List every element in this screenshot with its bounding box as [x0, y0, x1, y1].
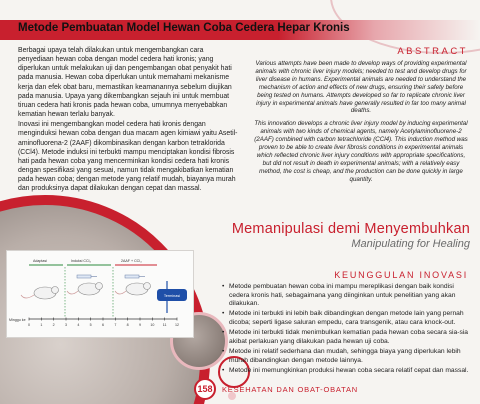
advantages-list: [222, 283, 472, 377]
section-subtitle: Manipulating for Healing: [351, 238, 470, 250]
phase-label-2aaf: 2AAF + CCl₄: [121, 259, 142, 263]
advantages-heading: KEUNGGULAN INOVASI: [334, 270, 468, 280]
body-paragraph: Inovasi ini mengembangkan model cedera hati kronis dengan menginduksi hewan coba dengan dua macam agen kimiawi yaitu Asetil-aminofluorena-2 (2AAF) dikombinasikan dengan karbon tetraklorida (CCl4). Metode induksi ini terbukti mampu menciptakan kondisi fibrosis hati pada hewan coba yang mencerminkan kondisi cedera hati kronis dengan spesifikasi yang sesuai, namun tidak mengakibatkan kematian pada hewan coba; dengan metode yang relatif mudah, biayanya murah dan produksinya dapat dilakukan dengan cepat dan massal.: [18, 121, 238, 193]
induction-timeline-diagram: [6, 250, 194, 338]
axis-label: Minggu ke: [9, 318, 26, 322]
footer-category: KESEHATAN DAN OBAT-OBATAN: [222, 385, 358, 394]
axis-tick-label: 1: [40, 323, 43, 327]
axis-tick-label: 9: [139, 323, 141, 327]
abstract-text: [252, 60, 470, 189]
phase-label-ccl4: Induksi CCl₄: [71, 259, 91, 263]
page-number: 158: [194, 378, 216, 400]
termination-label: Terminasi: [163, 294, 181, 298]
axis-tick-label: 2: [52, 323, 55, 327]
title-bar: [0, 20, 480, 40]
axis-tick-label: 8: [126, 323, 129, 327]
rat-icon: [21, 287, 59, 300]
abstract-paragraph: This innovation develops a chronic liver injury model by inducing experimental animals with two kinds of chemical agents, namely Acetylaminofluorene-2 (2AAF) combined with carbon tetrachloride (CCl4). This induction method was proven to be able to create liver fibrosis conditions in experimental animals which reflected chronic liver injury conditions with appropriate specifications, but did not result in death in experimental animals; with a relatively easy method, the cost is cheap, and the production can be done quickly in large quantity.: [254, 120, 468, 183]
list-item: • Metode ini memungkinkan produksi hewan coba secara relatif cepat dan massal.: [222, 367, 472, 376]
axis-tick-label: 10: [150, 323, 155, 327]
rat-icon: [67, 283, 103, 296]
phase-label-adaptation: Adaptasi: [33, 259, 47, 263]
body-paragraph: Berbagai upaya telah dilakukan untuk mengembangkan cara penyediaan hewan coba dengan model cedera hati kronis; yang diperlukan untuk melakukan uji dan pengembangan obat penyakit hati pada manusia. Hewan coba diperlukan untuk memahami mekanisme kerja dan efek obat baru, memastikan keamanannya sebelum diujikan pada manusia. Upaya yang dikembangkan sejauh ini untuk membuat tiruan cedera hati kronis pada hewan coba, umumnya menyebabkan kematian hewan terlalu banyak.: [18, 47, 232, 119]
axis-tick-label: 0: [28, 323, 30, 327]
axis-tick-label: 11: [162, 323, 167, 327]
page-title: Metode Pembuatan Model Hewan Coba Cedera Hepar Kronis: [18, 22, 350, 34]
abstract-heading: ABSTRACT: [397, 46, 468, 57]
section-title: Memanipulasi demi Menyembuhkan: [231, 221, 470, 237]
abstract-paragraph: Various attempts have been made to develop ways of providing experimental animals with chronic liver injury models; needed to test and develop drugs for liver disease in humans. Experimental animals are needed to understand the mechanism of action and effects of new drugs, ensuring their safety before being tested on humans. Attempts developed so far to replicate chronic liver injury in experimental animals have generally resulted in far too many animal deaths.: [255, 60, 467, 115]
syringe-icon: [125, 275, 145, 278]
list-item: • Metode ini terbukti tidak menimbulkan kematian pada hewan coba secara sia-sia akibat perlakuan yang dilakukan pada hewan uji coba.: [222, 329, 472, 346]
timeline-svg: [7, 251, 193, 337]
list-item: • Metode ini relatif sederhana dan mudah, sehingga biaya yang diperlukan lebih murah dibandingkan dengan metode lainnya.: [222, 348, 472, 365]
list-item: • Metode ini terbukti ini lebih baik dibandingkan dengan metode lain yang pernah dicoba; seperti ligase saluran empedu, cara transgenik, atau cara knock-out.: [222, 310, 472, 327]
rat-icon: [115, 283, 151, 296]
axis-tick-label: 6: [102, 323, 104, 327]
body-text-indonesian: [18, 46, 240, 195]
syringe-icon: [77, 275, 97, 278]
axis-tick-label: 12: [175, 323, 179, 327]
axis-tick-label: 3: [65, 323, 67, 327]
axis-tick-label: 4: [77, 323, 80, 327]
axis-tick-label: 5: [89, 323, 92, 327]
list-item: • Metode pembuatan hewan coba ini mampu mereplikasi dengan baik kondisi cedera kronis hati, sebagaimana yang diinginkan untuk penelitian yang akan dilakukan.: [222, 283, 472, 309]
axis-tick-label: 7: [114, 323, 117, 327]
